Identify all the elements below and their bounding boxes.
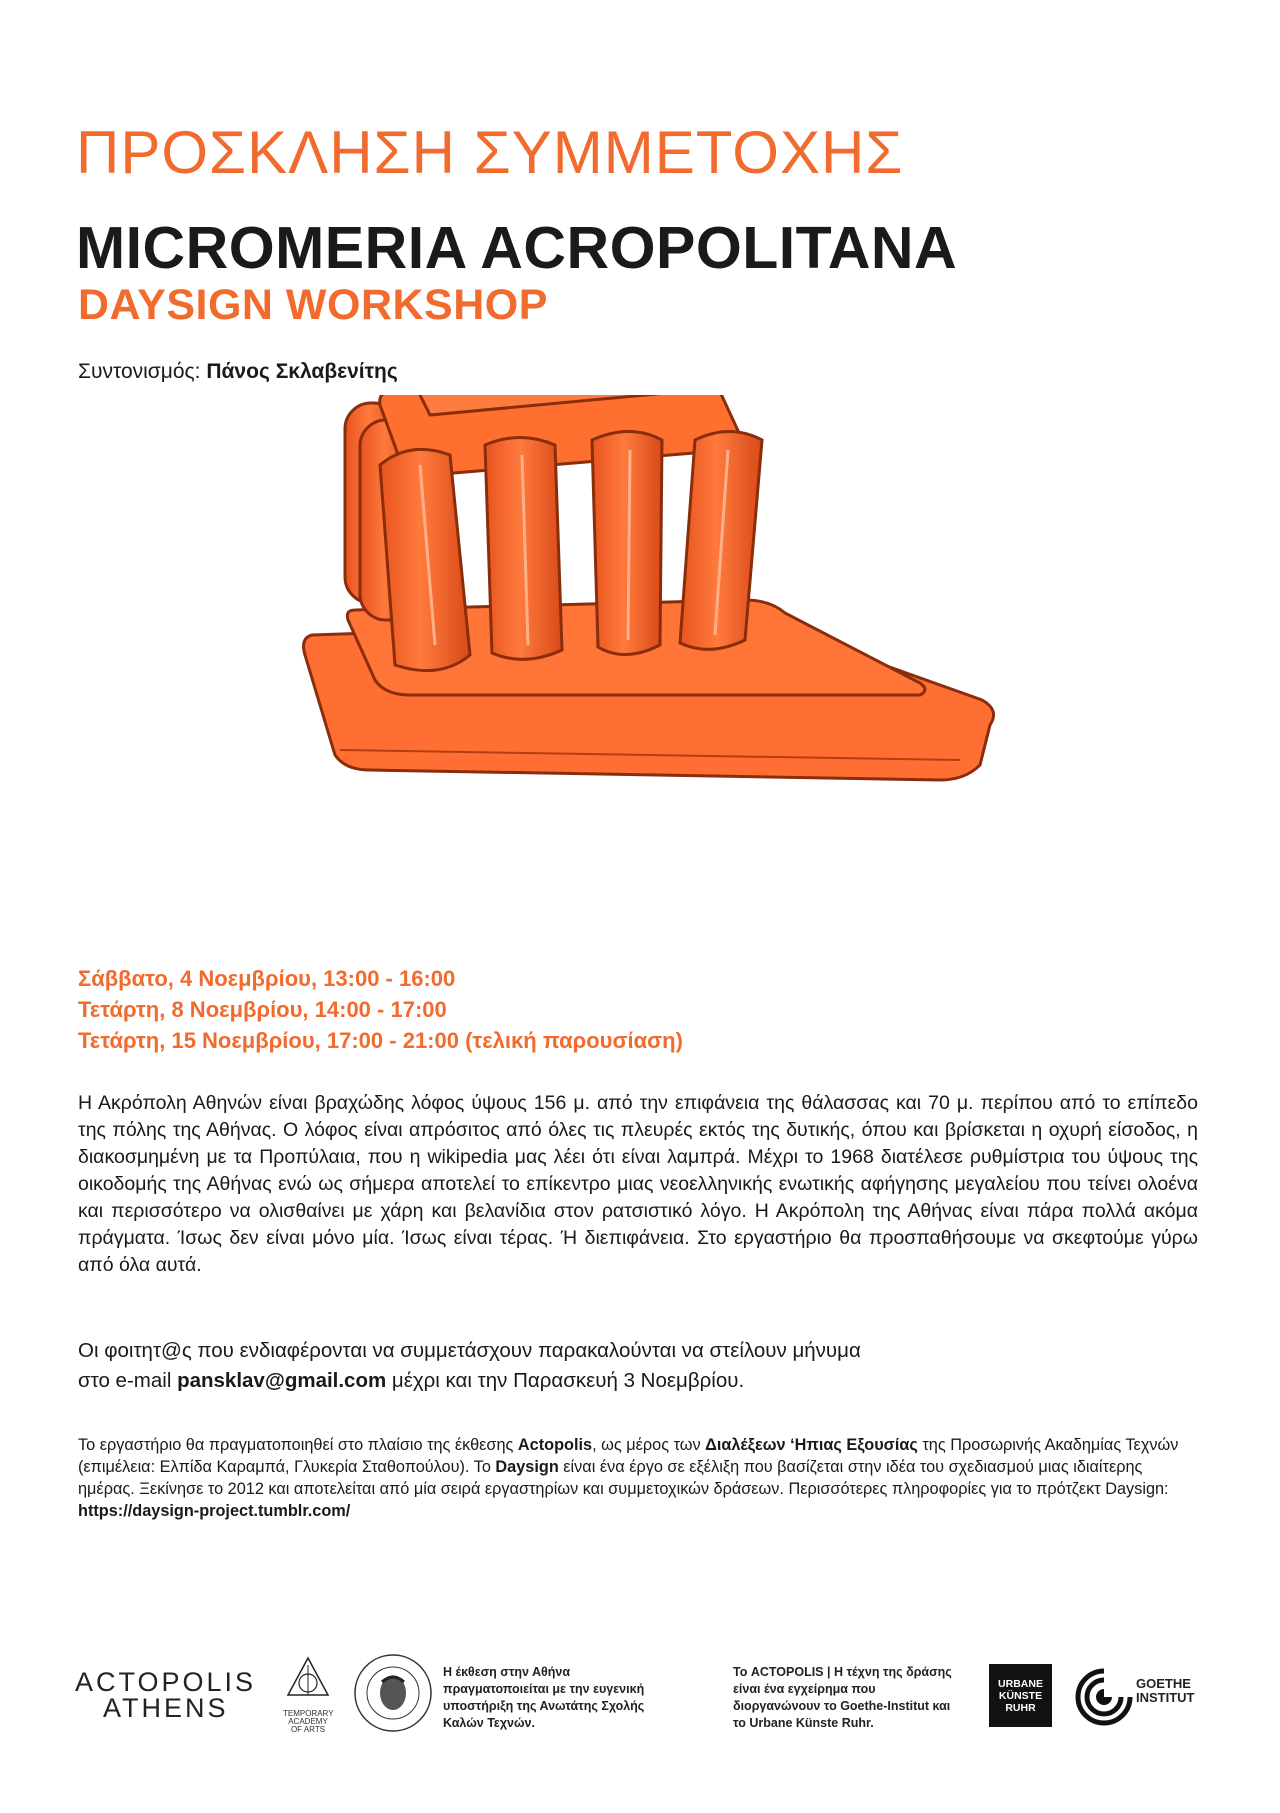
footnote-text: , ως μέρος των [592, 1436, 706, 1454]
footnote-lectures: Διαλέξεων ‘Ηπιας Εξουσίας [705, 1436, 918, 1454]
date-item: Τετάρτη, 15 Νοεμβρίου, 17:00 - 21:00 (τελική παρουσίαση) [78, 1028, 683, 1053]
invite-line: Οι φοιτητ@ς που ενδιαφέρονται να συμμετάσχουν παρακαλούνται να στείλουν μήνυμα [78, 1339, 861, 1362]
project-url-link[interactable]: https://daysign-project.tumblr.com/ [78, 1502, 351, 1520]
invite-suffix: μέχρι και την Παρασκευή 3 Νοεμβρίου. [386, 1369, 745, 1392]
footnote-text: Το εργαστήριο θα πραγματοποιηθεί στο πλαίσιο της έκθεσης [78, 1436, 518, 1454]
actopolis-organizers-note: Το ACTOPOLIS | Η τέχνη της δράσης είναι ένα εγχείρημα που διοργανώνουν το Goethe-Institut και το Urbane Künste Ruhr. [733, 1665, 952, 1730]
asfa-seal-logo [352, 1652, 434, 1734]
invite-paragraph [78, 1336, 1198, 1396]
date-item: Σάββατο, 4 Νοεμβρίου, 13:00 - 16:00 [78, 966, 456, 991]
temporary-academy-logo [283, 1655, 333, 1734]
title-english: MICROMERIA ACROPOLITANA [76, 215, 958, 281]
actopolis-athens-logo [75, 1669, 256, 1721]
goethe-line2: INSTITUT [1136, 1690, 1195, 1705]
goethe-line1: GOETHE [1136, 1676, 1191, 1691]
actopolis-logo-line1: ACTOPOLIS [75, 1667, 257, 1697]
date-item: Τετάρτη, 8 Νοεμβρίου, 14:00 - 17:00 [78, 997, 447, 1022]
footnote-text: της Προσωρινής Ακαδημίας Τεχνών (επιμέλεια: Ελπίδα Καραμπά, Γλυκερία Σταθοπούλου). Το [78, 1436, 1179, 1476]
footnote-text: είναι ένα έργο σε εξέλιξη που βασίζεται στην ιδέα του σχεδιασμού μιας ιδιαίτερης ημέρας. Ξεκίνησε το 2012 και αποτελείται από μία σειρά εργαστηρίων και συμμετοχικών δράσεων. Περισσότερες πληροφορίες για το πρότζεκτ Daysign: [78, 1458, 1169, 1498]
email-link[interactable]: pansklav@gmail.com [177, 1369, 387, 1392]
temple-illustration [300, 395, 1000, 915]
urbane-line1: URBANE [998, 1677, 1043, 1690]
footnote-paragraph [78, 1434, 1198, 1522]
dates-list [78, 963, 683, 1056]
coordinator-name: Πάνος Σκλαβενίτης [206, 360, 398, 383]
workshop-subtitle: DAYSIGN WORKSHOP [78, 281, 548, 329]
invite-email-line [78, 1366, 1198, 1396]
coordination-line [78, 360, 398, 384]
temporary-academy-label: TEMPORARY ACADEMY OF ARTS [283, 1709, 334, 1734]
goethe-institut-logo-text [1136, 1677, 1195, 1705]
invite-prefix: στο e-mail [78, 1369, 178, 1392]
temporary-academy-emblem [283, 1655, 333, 1705]
footnote-actopolis: Actopolis [517, 1436, 593, 1454]
urbane-kunste-ruhr-logo [989, 1664, 1052, 1727]
body-paragraph: Η Ακρόπολη Αθηνών είναι βραχώδης λόφος ύψους 156 μ. από την επιφάνεια της θάλασσας και 70 μ. περίπου από το επίπεδο της πόλης της Αθήνας. Ο λόφος είναι απρόσιτος από όλες τις πλευρές εκτός της δυτικής, όπου και βρίσκεται η οχυρή είσοδος, η διακοσμημένη με τα Προπύλαια, που η wikipedia μας λέει ότι είναι λαμπρά. Μέχρι το 1968 διατέλεσε ρυθμίστρια του ύψους της οικοδομής της Αθήνας ενώ ως σήμερα αποτελεί το επίκεντρο μιας νεοελληνικής ενωτικής αφήγησης μεγαλείου που τείνει ολοένα και περισσότερο να ολισθαίνει με χάρη και βελανίδια στον ρατσιστικό λόγο. Η Ακρόπολη της Αθήνας είναι πάρα πολλά ακόμα πράγματα. Ίσως δεν είναι μόνο μία. Ίσως είναι τέρας. Ή διεπιφάνεια. Στο εργαστήριο θα προσπαθήσουμε να σκεφτούμε γύρω από όλα αυτά. [78, 1092, 1198, 1276]
asfa-support-note: Η έκθεση στην Αθήνα πραγματοποιείται με την ευγενική υποστήριξη της Ανωτάτης Σχολής Καλών Τεχνών. [443, 1665, 645, 1730]
coordination-label: Συντονισμός: [78, 360, 201, 383]
goethe-institut-icon [1075, 1668, 1133, 1726]
urbane-line2: KÜNSTE [998, 1689, 1043, 1702]
title-greek: ΠΡΟΣΚΛΗΣΗ ΣΥΜΜΕΤΟΧΗΣ [76, 119, 904, 186]
actopolis-logo-line2: ATHENS [103, 1693, 229, 1723]
asfa-seal-icon [352, 1652, 434, 1734]
footnote-daysign: Daysign [495, 1458, 559, 1476]
urbane-line3: RUHR [1005, 1701, 1036, 1714]
